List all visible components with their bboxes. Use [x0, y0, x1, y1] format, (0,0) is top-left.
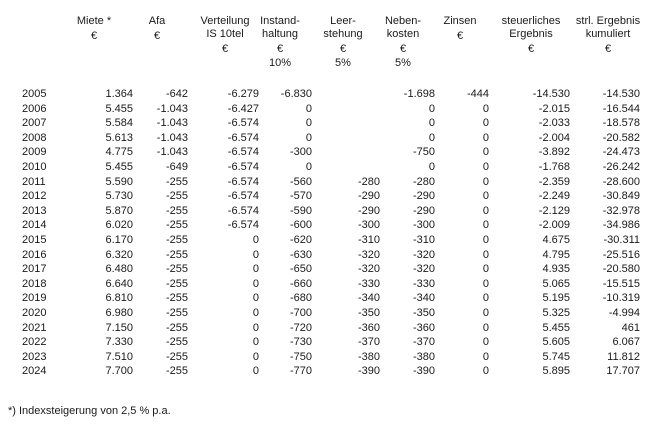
zinsen-cell: 0	[482, 292, 489, 305]
leerstehung-cell: -280	[357, 175, 380, 188]
miete-cell: 5.590	[105, 175, 133, 188]
steuerliches-ergebnis-cell: -2.249	[538, 190, 570, 203]
zinsen-cell: -444	[466, 88, 489, 100]
verteilung-cell: 0	[252, 292, 259, 305]
verteilung-cell: -6.574	[227, 161, 259, 173]
verteilung-cell: -6.574	[227, 117, 259, 130]
steuerliches-ergebnis-cell: 5.745	[542, 350, 570, 363]
ergebnis-kumuliert-cell: 17.707	[606, 365, 640, 378]
verteilung-cell: -6.279	[227, 88, 259, 100]
verteilung-cell: 0	[252, 248, 259, 261]
ergebnis-kumuliert-cell: -4.994	[608, 307, 640, 319]
table-row	[0, 117, 653, 130]
nebenkosten-cell: -360	[412, 321, 435, 334]
header-label: Zinsen	[443, 15, 477, 27]
header-percent: 10%	[268, 57, 292, 69]
leerstehung-cell: -330	[357, 277, 380, 290]
nebenkosten-cell: -290	[412, 204, 435, 217]
verteilung-cell: 0	[252, 365, 259, 378]
year-cell: 2012	[22, 190, 47, 203]
afa-cell: -649	[165, 161, 188, 173]
zinsen-cell: 0	[482, 161, 489, 173]
afa-cell: -255	[165, 321, 188, 334]
miete-cell: 5.455	[105, 102, 133, 115]
header-unit: €	[527, 43, 535, 55]
nebenkosten-cell: -300	[412, 219, 435, 232]
nebenkosten-cell: -340	[412, 292, 435, 305]
ergebnis-kumuliert-cell: -14.530	[602, 88, 640, 100]
nebenkosten-cell: -1.698	[403, 88, 435, 100]
ergebnis-kumuliert-cell: -10.319	[602, 292, 640, 305]
afa-cell: -255	[165, 190, 188, 203]
header-leerstehung	[320, 15, 366, 70]
steuerliches-ergebnis-cell: 4.935	[542, 263, 570, 276]
table-row	[0, 161, 653, 174]
verteilung-cell: 0	[252, 321, 259, 334]
nebenkosten-cell: -280	[412, 175, 435, 188]
ergebnis-kumuliert-cell: -26.242	[602, 161, 640, 173]
header-label: Afa	[148, 15, 166, 27]
zinsen-cell: 0	[482, 336, 489, 349]
leerstehung-cell: -370	[357, 336, 380, 349]
nebenkosten-cell: -350	[412, 307, 435, 319]
ergebnis-kumuliert-cell: 6.067	[612, 336, 640, 349]
instandhaltung-cell: -720	[289, 321, 312, 334]
header-label: Leer- stehung	[323, 15, 363, 40]
table-row	[0, 146, 653, 159]
afa-cell: -255	[165, 350, 188, 363]
afa-cell: -1.043	[156, 102, 188, 115]
header-afa	[140, 15, 174, 43]
miete-cell: 1.364	[105, 88, 133, 100]
instandhaltung-cell: 0	[305, 161, 312, 173]
instandhaltung-cell: -600	[289, 219, 312, 232]
table-row	[0, 219, 653, 232]
afa-cell: -255	[165, 248, 188, 261]
zinsen-cell: 0	[482, 234, 489, 246]
header-percent: 5%	[335, 57, 351, 69]
header-nebenkosten	[380, 15, 426, 70]
year-cell: 2009	[22, 146, 47, 159]
steuerliches-ergebnis-cell: 5.195	[542, 292, 570, 305]
steuerliches-ergebnis-cell: 5.065	[542, 277, 570, 290]
miete-cell: 7.700	[105, 365, 133, 378]
zinsen-cell: 0	[482, 321, 489, 334]
nebenkosten-cell: 0	[428, 161, 435, 173]
year-cell: 2007	[22, 117, 47, 130]
instandhaltung-cell: -630	[289, 248, 312, 261]
miete-cell: 6.170	[105, 234, 133, 246]
table-row	[0, 205, 653, 218]
year-cell: 2015	[22, 234, 47, 246]
ergebnis-kumuliert-cell: -18.578	[602, 117, 640, 130]
verteilung-cell: -6.574	[227, 146, 259, 159]
steuerliches-ergebnis-cell: -2.359	[538, 175, 570, 188]
table-row	[0, 322, 653, 335]
ergebnis-kumuliert-cell: -24.473	[602, 146, 640, 159]
verteilung-cell: -6.574	[227, 131, 259, 144]
miete-cell: 6.020	[105, 219, 133, 232]
table-row	[0, 351, 653, 364]
nebenkosten-cell: -370	[412, 336, 435, 349]
table-row	[0, 336, 653, 349]
ergebnis-kumuliert-cell: -30.311	[603, 234, 640, 246]
header-unit: €	[399, 43, 407, 55]
ergebnis-kumuliert-cell: -30.849	[602, 190, 640, 203]
zinsen-cell: 0	[482, 190, 489, 203]
steuerliches-ergebnis-cell: -2.009	[538, 219, 570, 232]
ergebnis-kumuliert-cell: -20.582	[602, 131, 640, 144]
ergebnis-kumuliert-cell: 461	[621, 321, 640, 334]
instandhaltung-cell: -700	[289, 307, 312, 319]
header-unit: €	[90, 30, 98, 42]
year-cell: 2014	[22, 219, 47, 232]
instandhaltung-cell: 0	[305, 131, 312, 144]
ergebnis-kumuliert-cell: 11.812	[607, 350, 640, 363]
header-unit: €	[339, 43, 347, 55]
table-row	[0, 292, 653, 305]
nebenkosten-cell: -290	[412, 190, 435, 203]
steuerliches-ergebnis-cell: 5.605	[542, 336, 570, 349]
table-row	[0, 263, 653, 276]
verteilung-cell: 0	[252, 336, 259, 349]
afa-cell: -255	[165, 263, 188, 276]
year-cell: 2017	[22, 263, 47, 276]
verteilung-cell: -6.427	[227, 102, 259, 115]
year-cell: 2005	[22, 88, 47, 100]
year-cell: 2023	[22, 350, 47, 363]
zinsen-cell: 0	[482, 175, 489, 188]
header-label: Instand- haltung	[260, 15, 300, 40]
header-unit: €	[153, 30, 161, 42]
header-label: Miete *	[76, 15, 112, 27]
instandhaltung-cell: 0	[305, 102, 312, 115]
steuerliches-ergebnis-cell: 5.895	[542, 365, 570, 378]
verteilung-cell: 0	[252, 307, 259, 319]
year-cell: 2016	[22, 248, 47, 261]
verteilung-cell: 0	[252, 277, 259, 290]
miete-cell: 5.584	[105, 117, 133, 130]
verteilung-cell: 0	[252, 234, 259, 246]
miete-cell: 7.510	[105, 350, 133, 363]
zinsen-cell: 0	[482, 219, 489, 232]
afa-cell: -255	[165, 336, 188, 349]
header-label: Verteilung IS 10tel	[200, 15, 250, 40]
steuerliches-ergebnis-cell: -2.033	[538, 117, 570, 130]
miete-cell: 5.455	[105, 161, 133, 173]
nebenkosten-cell: 0	[428, 102, 435, 115]
footnote: *) Indexsteigerung von 2,5 % p.a.	[8, 405, 171, 417]
year-cell: 2021	[22, 321, 47, 334]
nebenkosten-cell: 0	[428, 131, 435, 144]
nebenkosten-cell: -380	[412, 350, 435, 363]
verteilung-cell: -6.574	[227, 190, 259, 203]
year-cell: 2010	[22, 161, 47, 173]
header-verteilung	[192, 15, 258, 56]
table-row	[0, 190, 653, 203]
header-unit: €	[604, 43, 612, 55]
year-cell: 2022	[22, 336, 47, 349]
steuerliches-ergebnis-cell: 4.675	[542, 234, 570, 246]
year-cell: 2008	[22, 131, 47, 144]
leerstehung-cell: -360	[357, 321, 380, 334]
header-zinsen	[440, 15, 480, 43]
leerstehung-cell: -320	[357, 248, 380, 261]
year-cell: 2018	[22, 277, 47, 290]
table-row	[0, 88, 653, 101]
zinsen-cell: 0	[482, 131, 489, 144]
afa-cell: -255	[165, 365, 188, 378]
verteilung-cell: -6.574	[227, 204, 259, 217]
afa-cell: -255	[165, 219, 188, 232]
table-row	[0, 249, 653, 262]
instandhaltung-cell: 0	[305, 117, 312, 130]
miete-cell: 6.320	[105, 248, 133, 261]
instandhaltung-cell: -590	[289, 204, 312, 217]
instandhaltung-cell: -560	[289, 175, 312, 188]
steuerliches-ergebnis-cell: -1.768	[538, 161, 570, 173]
verteilung-cell: -6.574	[227, 219, 259, 232]
instandhaltung-cell: -730	[289, 336, 312, 349]
zinsen-cell: 0	[482, 204, 489, 217]
afa-cell: -255	[165, 234, 188, 246]
header-unit: €	[276, 43, 284, 55]
miete-cell: 6.980	[105, 307, 133, 319]
header-unit: €	[221, 43, 229, 55]
afa-cell: -255	[165, 204, 188, 217]
zinsen-cell: 0	[482, 117, 489, 130]
leerstehung-cell: -380	[357, 350, 380, 363]
leerstehung-cell: -390	[357, 365, 380, 378]
miete-cell: 7.330	[105, 336, 133, 349]
header-label: steuerliches Ergebnis	[501, 15, 561, 40]
steuerliches-ergebnis-cell: 5.325	[542, 307, 570, 319]
table-row	[0, 132, 653, 145]
ergebnis-kumuliert-cell: -32.978	[602, 204, 640, 217]
afa-cell: -255	[165, 307, 188, 319]
leerstehung-cell: -350	[357, 307, 380, 319]
zinsen-cell: 0	[482, 365, 489, 378]
miete-cell: 5.613	[105, 131, 133, 144]
zinsen-cell: 0	[482, 102, 489, 115]
table-row	[0, 103, 653, 116]
instandhaltung-cell: -650	[289, 263, 312, 276]
table-row	[0, 307, 653, 320]
steuerliches-ergebnis-cell: -14.530	[532, 88, 570, 100]
miete-cell: 6.810	[105, 292, 133, 305]
miete-cell: 6.480	[105, 263, 133, 276]
afa-cell: -1.043	[156, 117, 188, 130]
instandhaltung-cell: -570	[289, 190, 312, 203]
zinsen-cell: 0	[482, 277, 489, 290]
year-cell: 2024	[22, 365, 47, 378]
instandhaltung-cell: -770	[289, 365, 312, 378]
leerstehung-cell: -320	[357, 263, 380, 276]
ergebnis-kumuliert-cell: -20.580	[602, 263, 640, 276]
ergebnis-kumuliert-cell: -28.600	[602, 175, 640, 188]
year-cell: 2011	[22, 175, 46, 188]
header-ergebnis-kumuliert	[566, 15, 650, 56]
header-miete	[68, 15, 120, 43]
instandhaltung-cell: -680	[289, 292, 312, 305]
header-percent: 5%	[395, 57, 411, 69]
header-instandhaltung	[255, 15, 305, 70]
steuerliches-ergebnis-cell: 4.795	[542, 248, 570, 261]
year-cell: 2006	[22, 102, 47, 115]
steuerliches-ergebnis-cell: -3.892	[538, 146, 570, 159]
header-steuerliches-ergebnis	[494, 15, 568, 56]
nebenkosten-cell: -320	[412, 263, 435, 276]
zinsen-cell: 0	[482, 248, 489, 261]
miete-cell: 6.640	[105, 277, 133, 290]
nebenkosten-cell: -320	[412, 248, 435, 261]
table-row	[0, 365, 653, 378]
leerstehung-cell: -300	[357, 219, 380, 232]
miete-cell: 5.870	[105, 204, 133, 217]
verteilung-cell: 0	[252, 263, 259, 276]
verteilung-cell: -6.574	[227, 175, 259, 188]
nebenkosten-cell: -310	[412, 234, 435, 246]
miete-cell: 7.150	[105, 321, 133, 334]
zinsen-cell: 0	[482, 146, 489, 159]
afa-cell: -1.043	[156, 146, 188, 159]
zinsen-cell: 0	[482, 350, 489, 363]
nebenkosten-cell: -330	[412, 277, 435, 290]
instandhaltung-cell: -300	[289, 146, 312, 159]
ergebnis-kumuliert-cell: -25.516	[602, 248, 640, 261]
miete-cell: 4.775	[105, 146, 133, 159]
leerstehung-cell: -310	[357, 234, 380, 246]
leerstehung-cell: -290	[357, 190, 380, 203]
nebenkosten-cell: -390	[412, 365, 435, 378]
leerstehung-cell: -290	[357, 204, 380, 217]
header-unit: €	[456, 30, 464, 42]
nebenkosten-cell: -750	[412, 146, 435, 159]
miete-cell: 5.730	[105, 190, 133, 203]
leerstehung-cell: -340	[357, 292, 380, 305]
ergebnis-kumuliert-cell: -34.986	[602, 219, 640, 232]
nebenkosten-cell: 0	[428, 117, 435, 130]
verteilung-cell: 0	[252, 350, 259, 363]
afa-cell: -1.043	[156, 131, 188, 144]
table-row	[0, 176, 653, 189]
instandhaltung-cell: -750	[289, 350, 312, 363]
afa-cell: -255	[165, 175, 188, 188]
steuerliches-ergebnis-cell: -2.004	[538, 131, 570, 144]
ergebnis-kumuliert-cell: -16.544	[602, 102, 640, 115]
steuerliches-ergebnis-cell: -2.129	[538, 204, 570, 217]
header-label: strl. Ergebnis kumuliert	[575, 15, 641, 40]
zinsen-cell: 0	[482, 263, 489, 276]
table-row	[0, 234, 653, 247]
header-label: Neben- kosten	[384, 15, 422, 40]
instandhaltung-cell: -660	[289, 277, 312, 290]
year-cell: 2019	[22, 292, 47, 305]
zinsen-cell: 0	[482, 307, 489, 319]
instandhaltung-cell: -620	[289, 234, 312, 246]
steuerliches-ergebnis-cell: 5.455	[542, 321, 570, 334]
year-cell: 2020	[22, 307, 47, 319]
afa-cell: -642	[165, 88, 188, 100]
ergebnis-kumuliert-cell: -15.515	[602, 277, 640, 290]
table-row	[0, 278, 653, 291]
afa-cell: -255	[165, 277, 188, 290]
instandhaltung-cell: -6.830	[280, 88, 312, 100]
afa-cell: -255	[165, 292, 188, 305]
steuerliches-ergebnis-cell: -2.015	[538, 102, 570, 115]
year-cell: 2013	[22, 204, 47, 217]
